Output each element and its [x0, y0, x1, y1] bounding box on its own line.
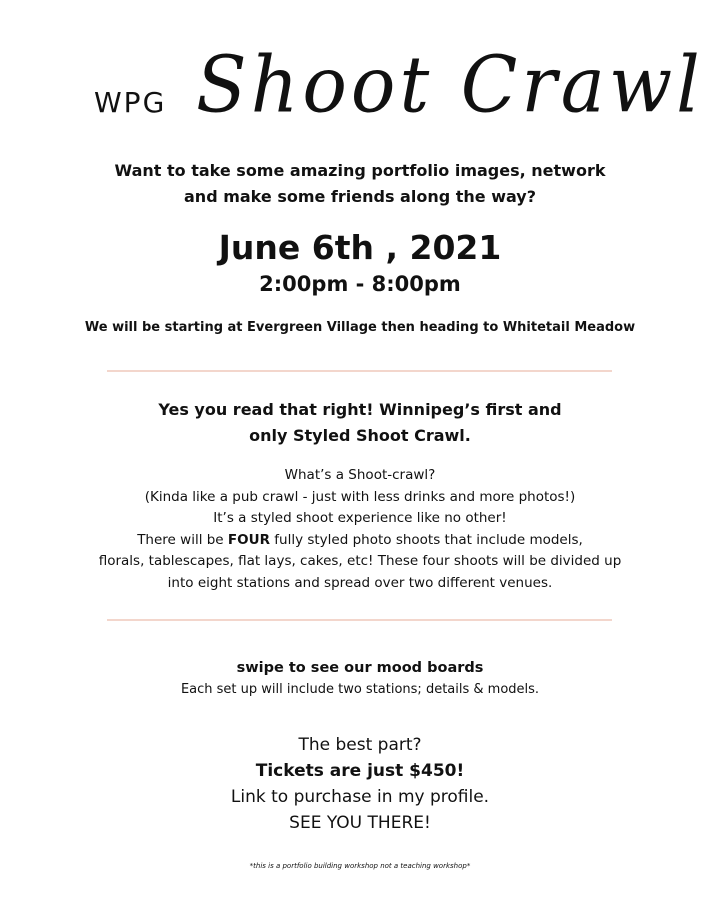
shoots-count: FOUR [227, 531, 270, 548]
ticket-price: Tickets are just $450! [255, 761, 465, 781]
closing-line-3: Link to purchase in my profile. [230, 787, 490, 807]
shoots-pre: There will be [137, 531, 228, 548]
highlight-line-1: Yes you read that right! Winnipeg’s first and [158, 400, 562, 419]
shoots-post: fully styled photo shoots that include models, [269, 531, 583, 548]
venue-note: We will be starting at Evergreen Village then heading to Whitetail Meadow [84, 320, 636, 335]
event-date: June 6th , 2021 [218, 228, 502, 267]
intro-line-1: Want to take some amazing portfolio images, network [114, 161, 606, 180]
divider-top [107, 370, 612, 372]
moodboards-title: swipe to see our mood boards [236, 660, 484, 676]
divider-bottom [107, 619, 612, 621]
intro-question [0, 158, 720, 210]
footnote: *this is a portfolio building workshop not a teaching workshop* [249, 862, 471, 870]
title-prefix: WPG [94, 86, 167, 119]
highlight-line-2: only Styled Shoot Crawl. [249, 426, 471, 445]
event-time: 2:00pm - 8:00pm [259, 272, 461, 296]
description-line-5: florals, tablescapes, flat lays, cakes, etc! These four shoots will be divided up [98, 553, 622, 569]
closing-block [0, 732, 720, 836]
moodboards-subtitle: Each set up will include two stations; details & models. [180, 682, 540, 697]
closing-line-4: SEE YOU THERE! [289, 813, 431, 833]
highlight-text [0, 397, 720, 449]
description-experience: It’s a styled shoot experience like no other! [213, 510, 507, 526]
intro-line-2: and make some friends along the way? [184, 187, 536, 206]
title-script: Shoot Crawl [196, 39, 704, 131]
description-paren: (Kinda like a pub crawl - just with less drinks and more photos!) [144, 488, 576, 505]
closing-line-1: The best part? [298, 735, 422, 755]
description [0, 465, 720, 594]
description-shoots [0, 530, 720, 552]
flyer-title [0, 34, 720, 134]
description-question: What’s a Shoot-crawl? [284, 467, 436, 483]
description-line-6: into eight stations and spread over two different venues. [167, 574, 553, 591]
